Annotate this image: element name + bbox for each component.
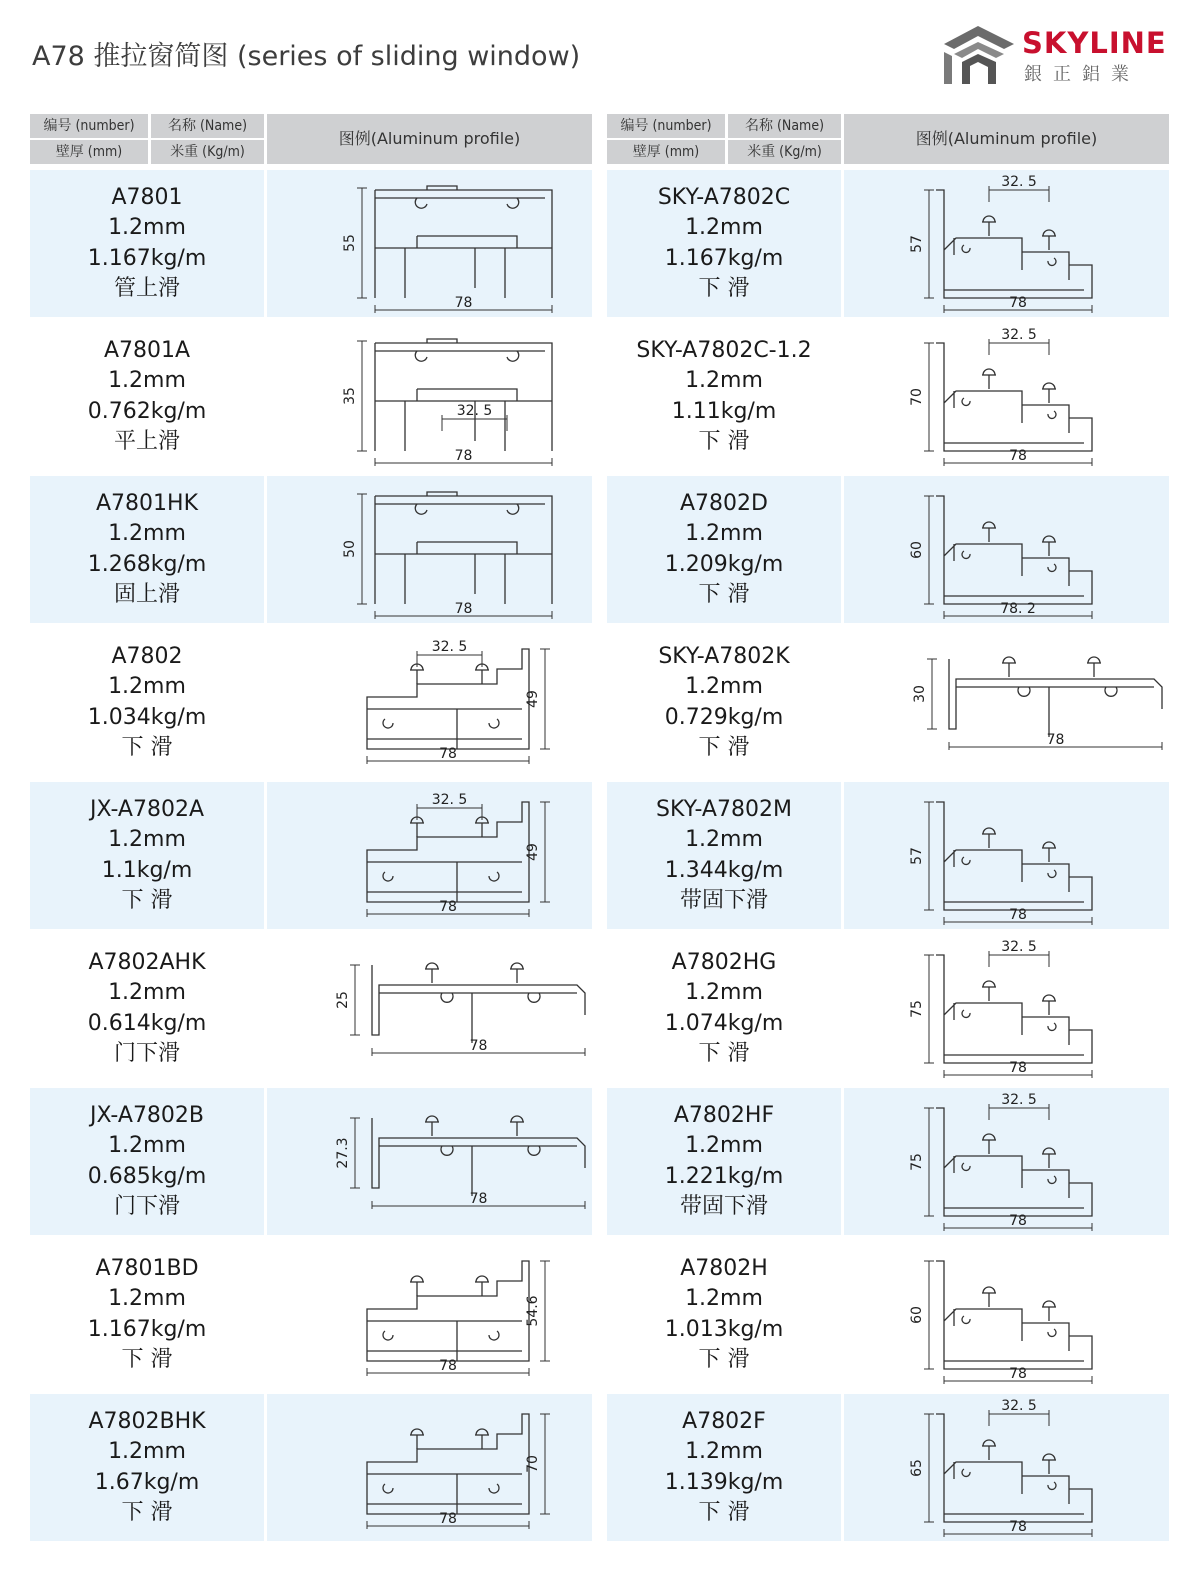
profile-name: 下 滑 [698, 429, 750, 454]
profile-drawing [924, 951, 1092, 1078]
profile-info [607, 629, 841, 776]
profile-name: 门下滑 [113, 1194, 180, 1219]
profile-info [607, 323, 841, 470]
profile-drawing [924, 1104, 1092, 1231]
table-row [30, 1394, 592, 1541]
table-row [607, 323, 1169, 470]
profile-weight: 1.167kg/m [87, 1316, 207, 1342]
header-wall: 壁厚 (mm) [607, 140, 725, 164]
header-figure: 图例(Aluminum profile) [844, 114, 1169, 164]
profile-drawing [924, 1261, 1092, 1384]
table-row [30, 323, 592, 470]
dim-height-label: 55 [342, 234, 358, 252]
profile-wall: 1.2mm [685, 1133, 763, 1158]
profile-wall: 1.2mm [685, 1439, 763, 1464]
logo-subtitle: 銀正鋁業 [1024, 64, 1140, 85]
profile-wall: 1.2mm [108, 215, 186, 240]
table-row [30, 170, 592, 317]
profile-drawing [924, 1410, 1092, 1537]
dim-height-label: 57 [909, 847, 925, 865]
profile-drawing [367, 802, 550, 917]
skyline-logo-icon [942, 22, 1016, 88]
profile-weight: 1.074kg/m [664, 1010, 784, 1036]
profile-wall: 1.2mm [108, 521, 186, 546]
profile-drawing [350, 1116, 585, 1209]
dim-width-label: 78 [1009, 907, 1027, 923]
profile-code: A7802AHK [88, 949, 206, 975]
profile-drawing [350, 963, 585, 1056]
profile-wall: 1.2mm [685, 368, 763, 393]
profile-drawing [367, 1414, 550, 1529]
dim-height-label: 30 [912, 685, 928, 703]
profile-wall: 1.2mm [685, 1286, 763, 1311]
profile-weight: 1.344kg/m [664, 857, 784, 883]
table-row [607, 782, 1169, 929]
profile-code: A7802H [680, 1255, 768, 1281]
profile-wall: 1.2mm [108, 1133, 186, 1158]
dim-height-label: 54.6 [525, 1295, 541, 1327]
profile-name: 管上滑 [113, 276, 180, 301]
profile-weight: 0.729kg/m [664, 704, 784, 730]
profile-figure-svg [844, 629, 1169, 776]
profile-figure-svg [267, 476, 592, 623]
profile-info [607, 935, 841, 1082]
dim-spacing-label: 32. 5 [1001, 1092, 1037, 1108]
profile-figure-svg [844, 782, 1169, 929]
header-figure: 图例(Aluminum profile) [267, 114, 592, 164]
profile-weight: 1.139kg/m [664, 1469, 784, 1495]
profile-figure [267, 782, 592, 929]
profile-figure-svg [844, 476, 1169, 623]
profile-wall: 1.2mm [108, 674, 186, 699]
dim-width-label: 78 [454, 295, 473, 311]
dim-height-label: 35 [342, 387, 358, 405]
profile-info [30, 629, 264, 776]
table-row [30, 1088, 592, 1235]
profile-weight: 0.614kg/m [87, 1010, 207, 1036]
profile-weight: 1.209kg/m [664, 551, 784, 577]
dim-height-label: 65 [909, 1459, 925, 1477]
dim-width-label: 78 [1009, 1213, 1027, 1229]
dim-height-label: 49 [525, 843, 541, 861]
dim-height-label: 27.3 [335, 1137, 351, 1169]
profile-figure [267, 935, 592, 1082]
profile-figure-svg [267, 323, 592, 470]
dim-width-label: 78. 2 [1000, 601, 1036, 617]
profile-name: 下 滑 [121, 1347, 173, 1372]
profile-code: A7802BHK [88, 1408, 206, 1434]
profile-info [30, 170, 264, 317]
profile-figure [844, 170, 1169, 317]
profile-figure [267, 323, 592, 470]
dim-height-label: 60 [909, 541, 925, 559]
dim-spacing-label: 32. 5 [1001, 174, 1037, 190]
profile-wall: 1.2mm [108, 827, 186, 852]
profile-weight: 0.762kg/m [87, 398, 207, 424]
profile-weight: 1.67kg/m [94, 1469, 200, 1495]
right-table [607, 114, 1169, 1541]
profile-figure-svg [844, 170, 1169, 317]
profile-wall: 1.2mm [108, 980, 186, 1005]
profile-info [30, 1394, 264, 1541]
dim-width-label: 78 [1009, 448, 1027, 464]
table-row [30, 629, 592, 776]
table-row [607, 935, 1169, 1082]
profile-code: A7801HK [95, 490, 198, 516]
profile-code: A7802HG [671, 949, 777, 975]
left-table [30, 114, 592, 1541]
profile-code: SKY-A7802C-1.2 [636, 337, 812, 363]
dim-height-label: 75 [909, 1153, 925, 1171]
profile-info [30, 782, 264, 929]
dim-width-label: 78 [454, 601, 473, 617]
profile-info [30, 476, 264, 623]
profile-code: SKY-A7802K [658, 643, 790, 669]
profile-info [607, 170, 841, 317]
table-row [607, 476, 1169, 623]
dim-width-label: 78 [439, 1358, 457, 1374]
profile-code: A7802 [111, 643, 183, 669]
profile-figure [844, 1394, 1169, 1541]
profile-figure [844, 1088, 1169, 1235]
dim-height-label: 50 [342, 540, 358, 558]
dim-spacing-label: 32. 5 [1001, 1398, 1037, 1414]
table-row [30, 476, 592, 623]
profile-figure [267, 1241, 592, 1388]
profile-figure-svg [267, 782, 592, 929]
profile-weight: 0.685kg/m [87, 1163, 207, 1189]
profile-weight: 1.034kg/m [87, 704, 207, 730]
profile-figure [267, 1088, 592, 1235]
profile-weight: 1.1kg/m [101, 857, 193, 883]
table-row [30, 782, 592, 929]
profile-figure-svg [844, 1394, 1169, 1541]
header-number: 编号 (number) [30, 114, 148, 138]
profile-drawing [924, 339, 1092, 466]
header-weight: 米重 (Kg/m) [728, 140, 841, 164]
profile-code: A7802F [682, 1408, 766, 1434]
profile-name: 下 滑 [698, 1500, 750, 1525]
profile-name: 下 滑 [121, 1500, 173, 1525]
profile-info [607, 1241, 841, 1388]
profile-name: 固上滑 [113, 582, 180, 607]
dim-width-label: 78 [1046, 732, 1065, 748]
profile-drawing [357, 186, 552, 313]
profile-figure [844, 935, 1169, 1082]
profile-weight: 1.167kg/m [87, 245, 207, 271]
dim-spacing-label: 32. 5 [431, 639, 468, 655]
profile-wall: 1.2mm [108, 368, 186, 393]
profile-name: 下 滑 [698, 276, 750, 301]
profile-weight: 1.167kg/m [664, 245, 784, 271]
profile-drawing [924, 186, 1092, 313]
profile-name: 下 滑 [698, 735, 750, 760]
table-row [30, 1241, 592, 1388]
dim-height-label: 70 [909, 388, 925, 406]
dim-height-label: 25 [335, 991, 351, 1009]
profile-figure-svg [844, 1088, 1169, 1235]
profile-figure [267, 170, 592, 317]
profile-name: 下 滑 [698, 1041, 750, 1066]
profile-info [30, 323, 264, 470]
profile-figure-svg [267, 935, 592, 1082]
table-row [607, 1088, 1169, 1235]
profile-name: 带固下滑 [679, 888, 768, 913]
dim-width-label: 78 [439, 1511, 457, 1527]
logo-brand: SKYLINE [1022, 26, 1167, 60]
profile-wall: 1.2mm [685, 215, 763, 240]
profile-weight: 1.268kg/m [87, 551, 207, 577]
logo [942, 22, 1167, 88]
profile-figure [844, 476, 1169, 623]
dim-height-label: 49 [525, 690, 541, 708]
profile-code: A7801BD [95, 1255, 199, 1281]
dim-width-label: 78 [454, 448, 473, 464]
profile-figure-svg [267, 1088, 592, 1235]
table-row [607, 170, 1169, 317]
dim-height-label: 57 [909, 235, 925, 253]
profile-info [30, 935, 264, 1082]
profile-figure [844, 323, 1169, 470]
profile-drawing [924, 802, 1092, 925]
profile-figure-svg [267, 629, 592, 776]
profile-wall: 1.2mm [685, 674, 763, 699]
header-name: 名称 (Name) [728, 114, 841, 138]
profile-wall: 1.2mm [685, 827, 763, 852]
dim-spacing-label: 32. 5 [431, 792, 468, 808]
dim-width-label: 78 [469, 1191, 488, 1207]
dim-spacing-label: 32. 5 [1001, 939, 1037, 955]
profile-name: 平上滑 [113, 429, 180, 454]
profile-figure [844, 629, 1169, 776]
header-number: 编号 (number) [607, 114, 725, 138]
header-name: 名称 (Name) [151, 114, 264, 138]
profile-info [607, 1394, 841, 1541]
profile-code: JX-A7802A [89, 796, 204, 822]
profile-name: 下 滑 [698, 1347, 750, 1372]
profile-drawing [357, 339, 552, 466]
dim-width-label: 78 [469, 1038, 488, 1054]
profile-name: 带固下滑 [679, 1194, 768, 1219]
profile-weight: 1.11kg/m [671, 398, 777, 424]
profile-drawing [367, 649, 550, 764]
profile-drawing [367, 1261, 550, 1376]
profile-info [30, 1088, 264, 1235]
dim-spacing-label: 32. 5 [456, 403, 493, 419]
profile-info [607, 782, 841, 929]
profile-figure [267, 1394, 592, 1541]
profile-figure-svg [844, 935, 1169, 1082]
dim-height-label: 75 [909, 1000, 925, 1018]
profile-drawing [927, 657, 1162, 750]
profile-code: A7801 [111, 184, 183, 210]
table-row [30, 935, 592, 1082]
profile-figure [844, 782, 1169, 929]
dim-spacing-label: 32. 5 [1001, 327, 1037, 343]
profile-code: A7802D [680, 490, 768, 516]
dim-width-label: 78 [1009, 1060, 1027, 1076]
profile-info [607, 1088, 841, 1235]
table-header [30, 114, 592, 164]
profile-code: JX-A7802B [89, 1102, 205, 1128]
dim-width-label: 78 [439, 899, 457, 915]
profile-name: 下 滑 [698, 582, 750, 607]
table-header [607, 114, 1169, 164]
profile-wall: 1.2mm [108, 1439, 186, 1464]
profile-figure-svg [267, 170, 592, 317]
profile-wall: 1.2mm [685, 521, 763, 546]
profile-info [607, 476, 841, 623]
profile-code: A7801A [103, 337, 191, 363]
dim-height-label: 60 [909, 1306, 925, 1324]
dim-width-label: 78 [439, 746, 457, 762]
profile-figure-svg [267, 1394, 592, 1541]
profile-figure [267, 476, 592, 623]
page-title: A78 推拉窗简图 (series of sliding window) [32, 41, 581, 72]
profile-info [30, 1241, 264, 1388]
profile-figure-svg [844, 323, 1169, 470]
profile-figure-svg [844, 1241, 1169, 1388]
profile-name: 下 滑 [121, 735, 173, 760]
profile-code: A7802HF [673, 1102, 775, 1128]
dim-height-label: 70 [525, 1455, 541, 1473]
profile-drawing [357, 492, 552, 619]
profile-figure [267, 629, 592, 776]
dim-width-label: 78 [1009, 1519, 1027, 1535]
profile-name: 下 滑 [121, 888, 173, 913]
table-row [607, 1394, 1169, 1541]
header-wall: 壁厚 (mm) [30, 140, 148, 164]
profile-wall: 1.2mm [685, 980, 763, 1005]
header-weight: 米重 (Kg/m) [151, 140, 264, 164]
profile-weight: 1.221kg/m [664, 1163, 784, 1189]
dim-width-label: 78 [1009, 1366, 1027, 1382]
profile-wall: 1.2mm [108, 1286, 186, 1311]
profile-figure [844, 1241, 1169, 1388]
profile-code: SKY-A7802C [657, 184, 791, 210]
profile-code: SKY-A7802M [656, 796, 792, 822]
profile-figure-svg [267, 1241, 592, 1388]
table-row [607, 629, 1169, 776]
dim-width-label: 78 [1009, 295, 1027, 311]
profile-name: 门下滑 [113, 1041, 180, 1066]
profile-weight: 1.013kg/m [664, 1316, 784, 1342]
table-row [607, 1241, 1169, 1388]
